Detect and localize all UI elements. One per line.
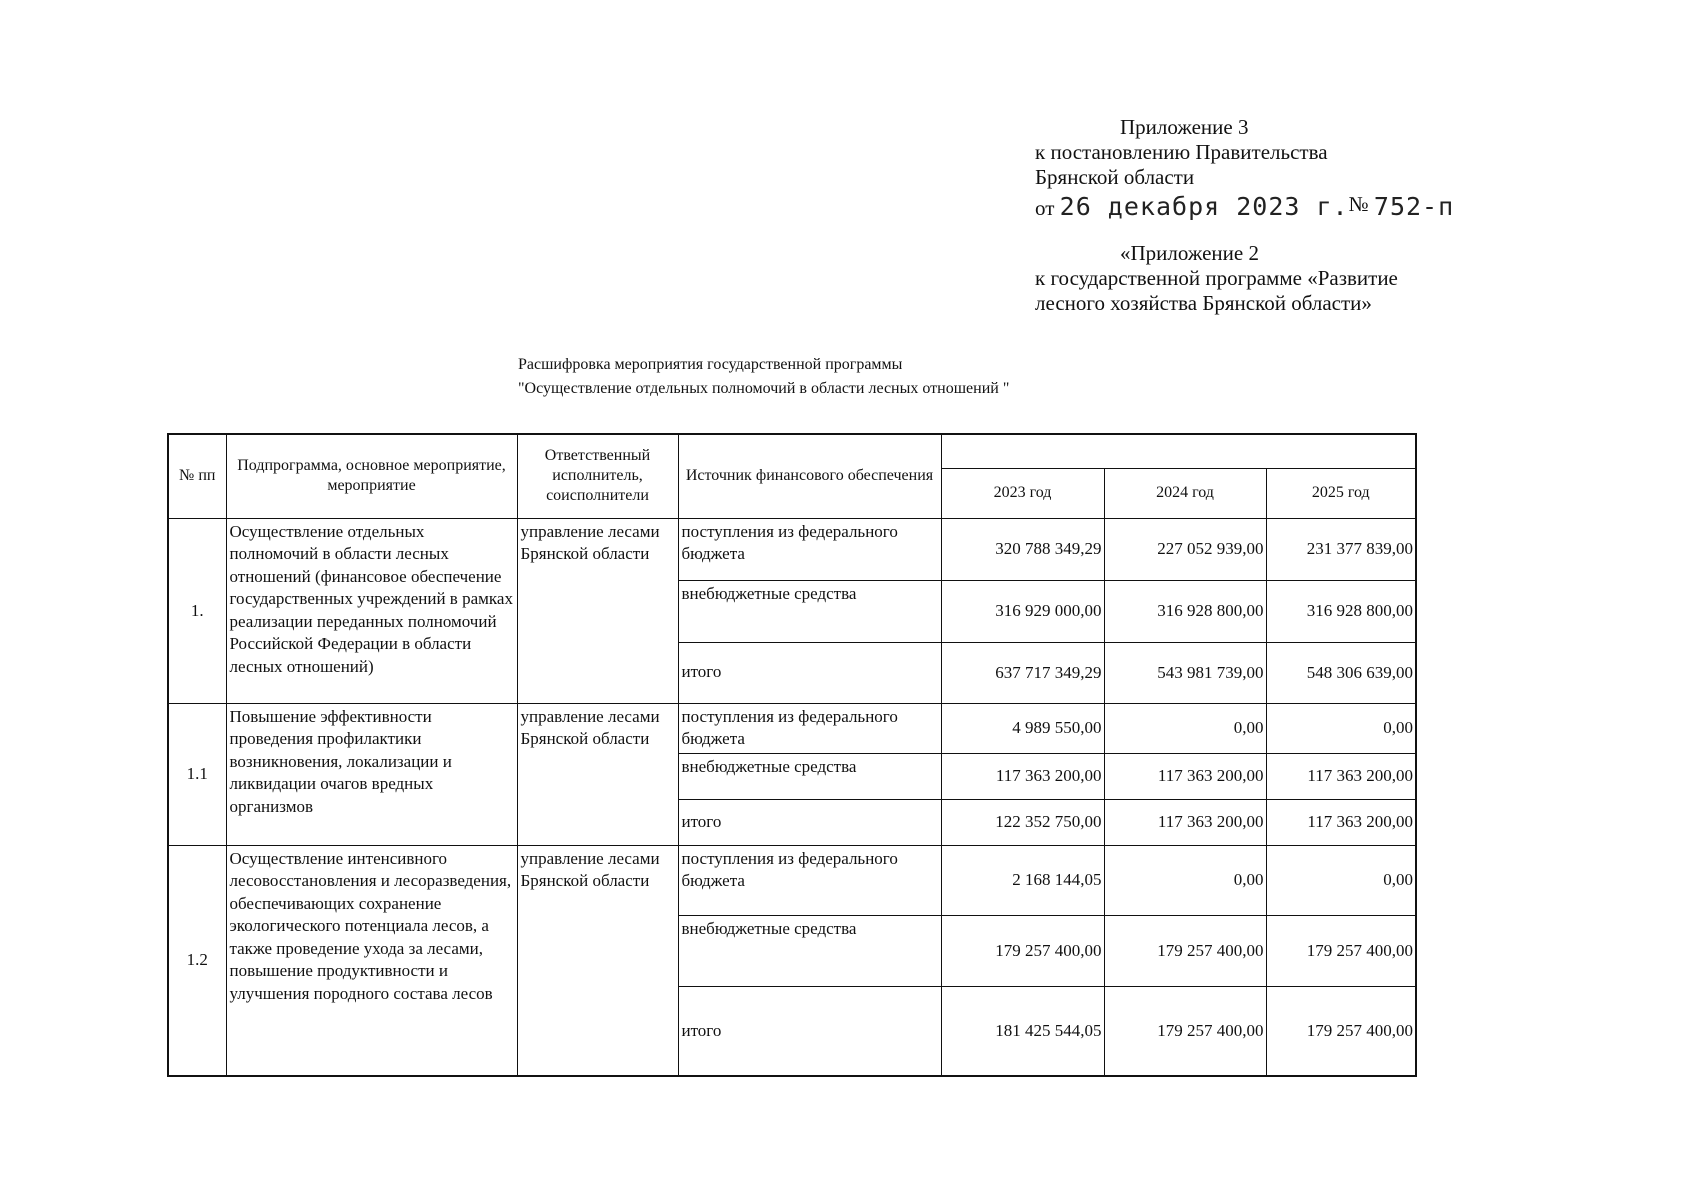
source-name: поступления из федерального бюджета — [678, 845, 941, 915]
value-2025: 0,00 — [1266, 703, 1416, 753]
col-header-source: Источник финансового обеспечения — [678, 434, 941, 518]
value-2025: 548 306 639,00 — [1266, 642, 1416, 703]
value-2023: 316 929 000,00 — [941, 580, 1104, 642]
value-2025: 179 257 400,00 — [1266, 915, 1416, 986]
value-2024: 117 363 200,00 — [1104, 799, 1266, 845]
value-2024: 543 981 739,00 — [1104, 642, 1266, 703]
value-2024: 0,00 — [1104, 703, 1266, 753]
source-name: итого — [678, 642, 941, 703]
col-header-2023: 2023 год — [941, 468, 1104, 518]
source-name: внебюджетные средства — [678, 580, 941, 642]
col-header-2025: 2025 год — [1266, 468, 1416, 518]
row-number: 1.1 — [168, 703, 226, 845]
value-2024: 0,00 — [1104, 845, 1266, 915]
value-2024: 117 363 200,00 — [1104, 753, 1266, 799]
col-header-num: № пп — [168, 434, 226, 518]
value-2025: 179 257 400,00 — [1266, 986, 1416, 1076]
appendix-header — [1035, 115, 1454, 316]
row-responsible: управление лесами Брянской области — [517, 703, 678, 845]
appendix2-label: «Приложение 2 — [1120, 241, 1259, 265]
value-2024: 316 928 800,00 — [1104, 580, 1266, 642]
row-responsible: управление лесами Брянской области — [517, 845, 678, 1076]
value-2024: 179 257 400,00 — [1104, 915, 1266, 986]
header-row-1 — [168, 434, 1416, 468]
value-2023: 122 352 750,00 — [941, 799, 1104, 845]
value-2023: 637 717 349,29 — [941, 642, 1104, 703]
document-title — [518, 353, 1009, 401]
value-2023: 320 788 349,29 — [941, 518, 1104, 580]
col-header-responsible: Ответственный исполнитель, соисполнители — [517, 434, 678, 518]
value-2023: 179 257 400,00 — [941, 915, 1104, 986]
title-line-2: "Осуществление отдельных полномочий в области лесных отношений " — [518, 380, 1010, 397]
row-number: 1. — [168, 518, 226, 703]
resolution-number: 752-п — [1373, 192, 1455, 221]
value-2024: 179 257 400,00 — [1104, 986, 1266, 1076]
number-sign: № — [1348, 192, 1369, 216]
source-name: поступления из федерального бюджета — [678, 518, 941, 580]
region-line: Брянской области — [1035, 165, 1195, 189]
appendix-label: Приложение 3 — [1120, 115, 1249, 139]
resolution-date-line — [1035, 192, 1454, 221]
financing-table — [167, 433, 1417, 1077]
resolution-date: 26 декабря 2023 г. — [1059, 192, 1349, 221]
value-2025: 117 363 200,00 — [1266, 799, 1416, 845]
value-2025: 316 928 800,00 — [1266, 580, 1416, 642]
source-name: итого — [678, 986, 941, 1076]
table-row — [168, 845, 1416, 915]
resolution-line: к постановлению Правительства — [1035, 140, 1328, 164]
program-line: к государственной программе «Развитие — [1035, 266, 1398, 290]
row-description: Осуществление интенсивного лесовосстановления и лесоразведения, обеспечивающих сохранение экологического потенциала лесов, а также проведение ухода за лесами, повышение продуктивности и улучшения породного состава лесов — [226, 845, 517, 1076]
row-description: Осуществление отдельных полномочий в области лесных отношений (финансовое обеспечение государственных учреждений в рамках реализации переданных полномочий Российской Федерации в области лесных отношений) — [226, 518, 517, 703]
source-name: внебюджетные средства — [678, 753, 941, 799]
title-line-1: Расшифровка мероприятия государственной программы — [518, 356, 903, 373]
col-header-program: Подпрограмма, основное мероприятие, мероприятие — [226, 434, 517, 518]
date-prefix: от — [1035, 196, 1055, 220]
spacer — [1035, 221, 1454, 241]
col-header-2024: 2024 год — [1104, 468, 1266, 518]
source-name: поступления из федерального бюджета — [678, 703, 941, 753]
value-2025: 0,00 — [1266, 845, 1416, 915]
program-name-line: лесного хозяйства Брянской области» — [1035, 291, 1372, 315]
table-row — [168, 703, 1416, 753]
value-2025: 231 377 839,00 — [1266, 518, 1416, 580]
value-2023: 4 989 550,00 — [941, 703, 1104, 753]
table-row — [168, 518, 1416, 580]
row-responsible: управление лесами Брянской области — [517, 518, 678, 703]
value-2023: 181 425 544,05 — [941, 986, 1104, 1076]
value-2024: 227 052 939,00 — [1104, 518, 1266, 580]
row-description: Повышение эффективности проведения профилактики возникновения, локализации и ликвидации очагов вредных организмов — [226, 703, 517, 845]
value-2023: 2 168 144,05 — [941, 845, 1104, 915]
value-2023: 117 363 200,00 — [941, 753, 1104, 799]
source-name: итого — [678, 799, 941, 845]
row-number: 1.2 — [168, 845, 226, 1076]
source-name: внебюджетные средства — [678, 915, 941, 986]
col-header-years-group — [941, 434, 1416, 468]
value-2025: 117 363 200,00 — [1266, 753, 1416, 799]
